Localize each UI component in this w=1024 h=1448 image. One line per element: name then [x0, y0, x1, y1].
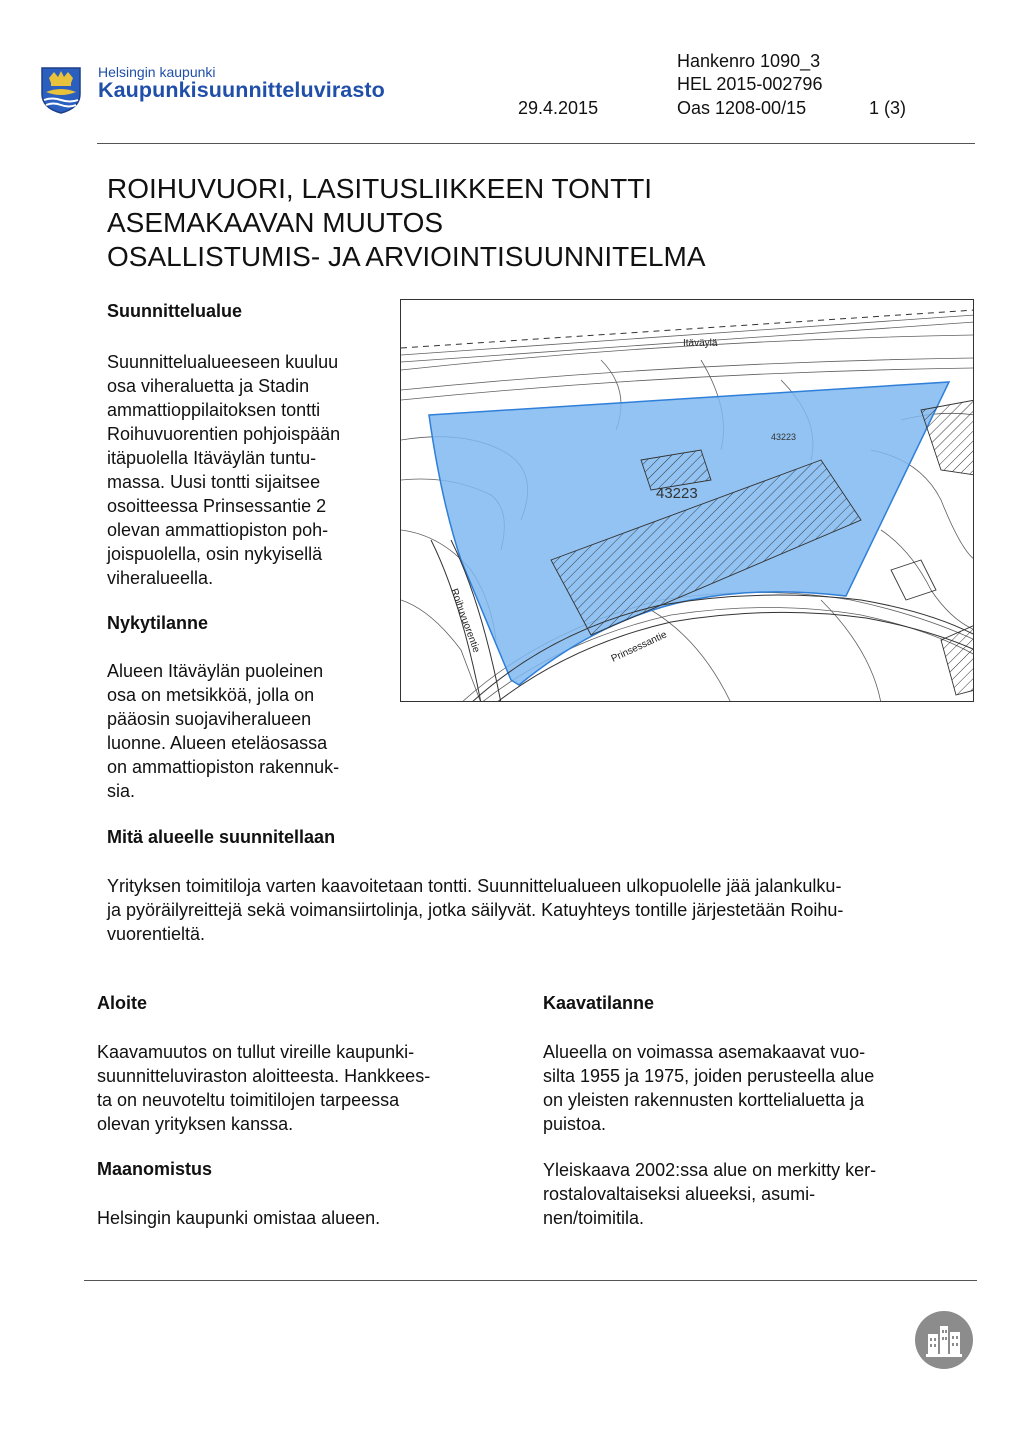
page-number: 1 (3) — [869, 98, 907, 118]
footer-divider — [84, 1280, 977, 1281]
map-block-label: 43223 — [656, 485, 698, 502]
text-line: Alueella on voimassa asemakaavat vuo- — [543, 1042, 866, 1062]
title-line-1: ROIHUVUORI, LASITUSLIIKKEEN TONTTI — [107, 173, 653, 204]
document-date: 29.4.2015 — [518, 98, 599, 118]
text-suunnittelualue — [107, 350, 340, 590]
page-title — [107, 172, 706, 274]
text-kaavatilanne — [543, 1040, 874, 1136]
text-line: Suunnittelualueeseen kuuluu — [107, 352, 339, 372]
heading-nykytilanne: Nykytilanne — [107, 613, 209, 633]
heading-aloite: Aloite — [97, 993, 148, 1013]
text-line: massa. Uusi tontti sijaitsee — [107, 472, 321, 492]
text-mita-suunnitellaan — [107, 874, 967, 946]
text-line: olevan yrityksen kanssa. — [97, 1114, 294, 1134]
text-line: itäpuolella Itäväylän tuntu- — [107, 448, 317, 468]
text-line: silta 1955 ja 1975, joiden perusteella alue — [543, 1066, 875, 1086]
map-block-label-small: 43223 — [771, 432, 797, 442]
text-line: Kaavamuutos on tullut vireille kaupunki- — [97, 1042, 415, 1062]
text-line: olevan ammattiopiston poh- — [107, 520, 329, 540]
map-street-label-south: Prinsessantie — [609, 629, 669, 665]
text-line: osa on metsikköä, jolla on — [107, 685, 315, 705]
text-line: viheralueella. — [107, 568, 214, 588]
heading-mita-suunnitellaan: Mitä alueelle suunnitellaan — [107, 827, 336, 847]
text-line: ammattioppilaitoksen tontti — [107, 400, 321, 420]
text-line: Yrityksen toimitiloja varten kaavoitetaan tontti. Suunnittelualueen ulkopuolelle jää jalankulku- — [107, 876, 842, 896]
text-line: osoitteessa Prinsessantie 2 — [107, 496, 327, 516]
org-name: Kaupunkisuunnitteluvirasto — [98, 78, 385, 102]
text-line: osa viheraluetta ja Stadin — [107, 376, 310, 396]
text-aloite — [97, 1040, 430, 1136]
text-maanomistus — [97, 1206, 380, 1230]
heading-suunnittelualue: Suunnittelualue — [107, 301, 242, 321]
text-line: rostalovaltaiseksi alueeksi, asumi- — [543, 1184, 816, 1204]
project-number: Hankenro 1090_3 — [677, 51, 821, 71]
text-line: joispuolella, osin nykyisellä — [107, 544, 323, 564]
oas-number: Oas 1208-00/15 — [677, 98, 807, 118]
heading-kaavatilanne: Kaavatilanne — [543, 993, 655, 1013]
text-line: nen/toimitila. — [543, 1208, 645, 1228]
text-line: suunnitteluviraston aloitteesta. Hankkees- — [97, 1066, 431, 1086]
text-line: Roihuvuorentien pohjoispään — [107, 424, 341, 444]
text-line: ja pyöräilyreittejä sekä voimansiirtolinja, jotka säilyvät. Katuyhteys tontille järjestetään Roihu- — [107, 900, 844, 920]
heading-maanomistus: Maanomistus — [97, 1159, 213, 1179]
text-line: puistoa. — [543, 1114, 607, 1134]
site-map — [400, 299, 974, 702]
text-line: Alueen Itäväylän puoleinen — [107, 661, 324, 681]
helsinki-crest-icon — [40, 64, 82, 114]
org-parent-name: Helsingin kaupunki — [98, 64, 216, 80]
city-buildings-badge-icon — [914, 1310, 974, 1370]
text-line: pääosin suojaviheralueen — [107, 709, 312, 729]
text-line: on yleisten rakennusten korttelialuetta ja — [543, 1090, 865, 1110]
case-number: HEL 2015-002796 — [677, 74, 823, 94]
text-line: Helsingin kaupunki omistaa alueen. — [97, 1208, 381, 1228]
text-nykytilanne — [107, 659, 339, 803]
text-line: Yleiskaava 2002:ssa alue on merkitty ker- — [543, 1160, 877, 1180]
title-line-2: ASEMAKAAVAN MUUTOS — [107, 207, 444, 238]
text-line: sia. — [107, 781, 136, 801]
header-divider — [97, 143, 975, 144]
map-street-label-north: Itäväylä — [683, 338, 718, 349]
text-line: on ammattiopiston rakennuk- — [107, 757, 340, 777]
map-street-label-west: Roihuvuorentie — [448, 587, 482, 655]
title-line-3: OSALLISTUMIS- JA ARVIOINTISUUNNITELMA — [107, 241, 706, 272]
text-line: ta on neuvoteltu toimitilojen tarpeessa — [97, 1090, 400, 1110]
text-line: luonne. Alueen eteläosassa — [107, 733, 328, 753]
text-line: vuorentieltä. — [107, 924, 206, 944]
text-kaavatilanne-yleiskaava — [543, 1158, 876, 1230]
